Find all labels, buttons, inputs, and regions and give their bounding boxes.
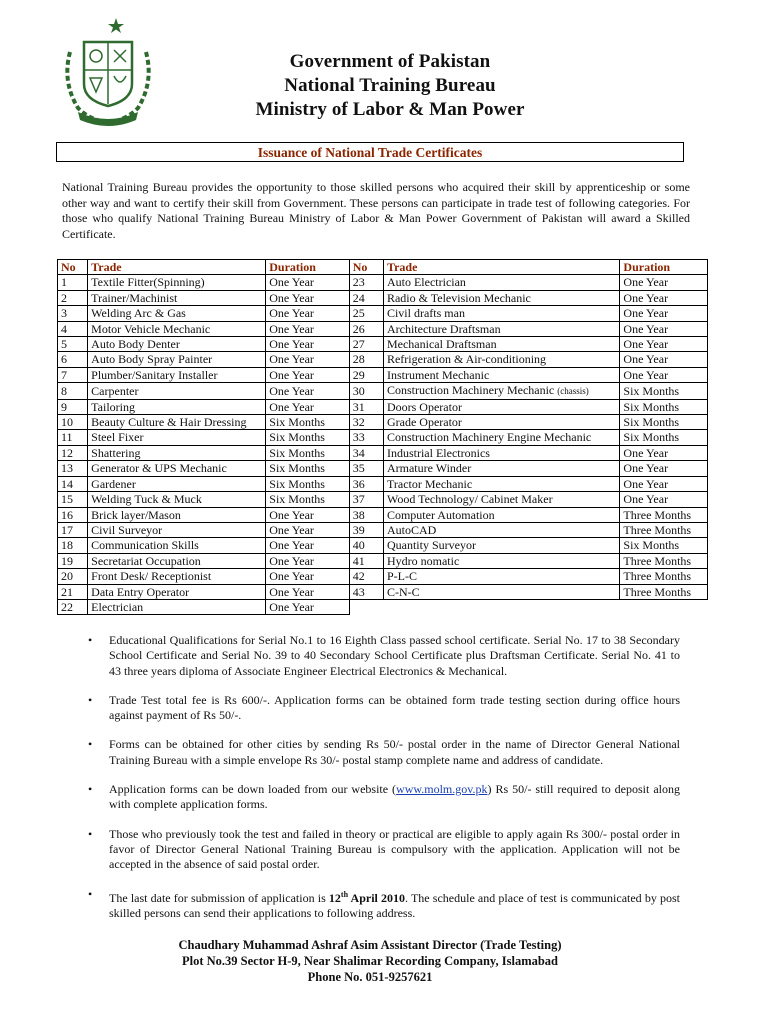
trade-name: Doors Operator [383,399,619,414]
trade-name: Mechanical Draftsman [383,337,619,352]
trade-name: Gardener [88,476,266,491]
table-row [58,275,708,290]
trade-name: Tailoring [88,399,266,414]
trade-name-text: Construction Machinery Mechanic [386,383,555,398]
trade-name: Electrician [88,599,266,614]
bullet-icon: • [88,737,93,752]
serial-no: 23 [349,275,383,290]
trade-duration: One Year [266,599,350,614]
trade-duration: One Year [266,275,350,290]
serial-no: 34 [349,445,383,460]
serial-no: 39 [349,522,383,537]
table-row [58,599,708,614]
serial-no: 16 [58,507,88,522]
trade-duration: One Year [266,522,350,537]
trade-name: Tractor Mechanic [383,476,619,491]
trade-name: Data Entry Operator [88,584,266,599]
trade-duration: One Year [266,507,350,522]
trade-duration: One Year [620,306,708,321]
serial-no: 11 [58,430,88,445]
serial-no: 6 [58,352,88,367]
trade-duration: One Year [266,290,350,305]
trade-duration: Six Months [266,476,350,491]
trade-name: Brick layer/Mason [88,507,266,522]
document-header [190,50,590,122]
trade-duration: One Year [266,337,350,352]
trade-duration: Six Months [620,415,708,430]
serial-no: 26 [349,321,383,336]
table-row [58,507,708,522]
table-row [58,476,708,491]
serial-no: 27 [349,337,383,352]
address-block [150,937,590,985]
table-row [58,367,708,382]
address-contact: Chaudhary Muhammad Ashraf Asim Assistant Director (Trade Testing) [178,938,562,952]
trade-name: Welding Arc & Gas [88,306,266,321]
trade-name: C-N-C [383,584,619,599]
trade-duration: One Year [620,275,708,290]
serial-no: 13 [58,461,88,476]
trade-name: Textile Fitter(Spinning) [88,275,266,290]
trade-duration: Three Months [620,522,708,537]
pakistan-emblem-icon [56,12,160,128]
trade-duration: One Year [620,445,708,460]
trade-duration: One Year [620,492,708,507]
note-text: Trade Test total fee is Rs 600/-. Application forms can be obtained form trade testing section during office hours against payment of Rs 50/-. [109,692,680,723]
serial-no: 28 [349,352,383,367]
trade-name: Shattering [88,445,266,460]
trade-name: Grade Operator [383,415,619,430]
serial-no: 31 [349,399,383,414]
serial-no: 41 [349,553,383,568]
trade-name: Refrigeration & Air-conditioning [383,352,619,367]
header-duration: Duration [266,260,350,275]
trade-duration: One Year [266,383,350,399]
table-row [58,306,708,321]
serial-no: 19 [58,553,88,568]
trade-name: Armature Winder [383,461,619,476]
serial-no: 22 [58,599,88,614]
trade-name: Industrial Electronics [383,445,619,460]
serial-no: 38 [349,507,383,522]
note-text: . The schedule and place of test is communicated by post skilled persons can send their applications to following address. [109,890,681,920]
trade-duration: Six Months [620,430,708,445]
trade-name: Generator & UPS Mechanic [88,461,266,476]
trade-duration: Six Months [266,492,350,507]
note-qualifications [88,633,680,679]
trade-duration: One Year [266,538,350,553]
trades-table [57,259,708,615]
trade-duration: One Year [266,306,350,321]
table-row [58,522,708,537]
trade-duration: One Year [620,461,708,476]
trade-duration: One Year [620,367,708,382]
trade-name: Civil drafts man [383,306,619,321]
table-row [58,492,708,507]
trade-name: Welding Tuck & Muck [88,492,266,507]
header-no: No [58,260,88,275]
serial-no: 24 [349,290,383,305]
serial-no: 5 [58,337,88,352]
trade-duration: One Year [620,321,708,336]
trade-duration: Three Months [620,553,708,568]
trade-duration: Six Months [266,445,350,460]
trade-name: Instrument Mechanic [383,367,619,382]
serial-no: 14 [58,476,88,491]
serial-no: 8 [58,383,88,399]
header-ministry: Ministry of Labor & Man Power [255,99,525,120]
table-row [58,337,708,352]
trade-name: Auto Electrician [383,275,619,290]
trade-duration: Three Months [620,584,708,599]
serial-no: 36 [349,476,383,491]
trade-name: Radio & Television Mechanic [383,290,619,305]
serial-no: 42 [349,569,383,584]
serial-no: 7 [58,367,88,382]
table-row [58,352,708,367]
serial-no: 33 [349,430,383,445]
last-date [329,891,405,905]
serial-no: 21 [58,584,88,599]
serial-no: 32 [349,415,383,430]
serial-no: 4 [58,321,88,336]
serial-no: 37 [349,492,383,507]
table-row [58,399,708,414]
empty-cell [620,599,708,614]
empty-cell [349,599,383,614]
bullet-icon: • [88,782,93,797]
table-row [58,445,708,460]
trade-duration: One Year [266,584,350,599]
trade-duration: One Year [620,290,708,305]
note-text: Application forms can be down loaded from our website ( [109,782,397,797]
address-plot: Plot No.39 Sector H-9, Near Shalimar Recording Company, Islamabad [181,954,559,968]
trade-duration: One Year [620,337,708,352]
serial-no: 25 [349,306,383,321]
serial-no: 35 [349,461,383,476]
note-postal-forms [88,737,680,768]
table-row [58,430,708,445]
trade-name: Quantity Surveyor [383,538,619,553]
header-government: Government of Pakistan [289,51,491,72]
trade-duration: Six Months [620,399,708,414]
trade-name: Computer Automation [383,507,619,522]
header-bureau: National Training Bureau [284,75,496,96]
trade-name: Steel Fixer [88,430,266,445]
last-date-month: April 2010 [348,890,406,905]
trade-duration: One Year [620,352,708,367]
table-header-row [58,260,708,275]
trade-name: Civil Surveyor [88,522,266,537]
trade-name: P-L-C [383,569,619,584]
trade-duration: Six Months [266,430,350,445]
serial-no: 17 [58,522,88,537]
trade-duration: Three Months [620,569,708,584]
trade-name: Communication Skills [88,538,266,553]
notes-list [88,633,680,935]
trade-duration: Three Months [620,507,708,522]
header-trade: Trade [383,260,619,275]
serial-no: 40 [349,538,383,553]
bullet-icon: • [88,886,93,901]
trade-duration: One Year [266,367,350,382]
table-row [58,321,708,336]
trade-duration: One Year [266,352,350,367]
table-row [58,538,708,553]
trade-name: Front Desk/ Receptionist [88,569,266,584]
trade-name: Trainer/Machinist [88,290,266,305]
serial-no: 15 [58,492,88,507]
note-text: ) Rs 50/- still required to deposit along with complete application forms. [109,782,680,812]
trade-name: Auto Body Spray Painter [88,352,266,367]
bullet-icon: • [88,826,93,841]
serial-no: 1 [58,275,88,290]
bullet-icon: • [88,692,93,707]
table-row [58,290,708,305]
serial-no: 29 [349,367,383,382]
trade-note: (chassis) [557,386,589,397]
note-text: The last date for submission of application is [109,890,329,905]
serial-no: 10 [58,415,88,430]
trade-duration: One Year [266,553,350,568]
note-retake [88,827,680,873]
note-download [88,782,680,813]
intro-paragraph: National Training Bureau provides the opportunity to those skilled persons who acquired their skill by apprenticeship or some other way and want to certify their skill from Government. These persons can participate in trade test of following categories. For those who qualify National Training Bureau Ministry of Labor & Man Power Government of Pakistan will award a Skilled Certificate. [62,180,690,241]
trade-duration: Six Months [620,538,708,553]
bullet-icon: • [88,633,93,647]
trade-duration: Six Months [266,461,350,476]
trade-duration: One Year [266,569,350,584]
trade-name: AutoCAD [383,522,619,537]
note-text: Forms can be obtained for other cities by sending Rs 50/- postal order in the name of Director General National Training Bureau with a simple envelope Rs 30/- postal stamp complete name and address of candidate. [109,737,680,767]
serial-no: 3 [58,306,88,321]
trade-name: Auto Body Denter [88,337,266,352]
note-fee [88,693,680,724]
trade-name: Construction Machinery Engine Mechanic [383,430,619,445]
serial-no: 30 [349,383,383,399]
trade-duration: Six Months [620,383,708,399]
table-row [58,569,708,584]
website-link[interactable]: www.molm.gov.pk [396,782,488,797]
serial-no: 43 [349,584,383,599]
table-row [58,461,708,476]
trade-duration: One Year [266,399,350,414]
note-last-date [88,887,680,922]
note-text: Those who previously took the test and failed in theory or practical are eligible to apply again Rs 300/- postal order in favor of Director General National Training Bureau is compulsory with the application. Application will not be accepted in the absence of said postal order. [109,826,680,872]
trade-name: Motor Vehicle Mechanic [88,321,266,336]
trade-duration: One Year [266,321,350,336]
trade-name: Architecture Draftsman [383,321,619,336]
trade-name: Carpenter [88,383,266,399]
trade-name [383,383,619,399]
header-no: No [349,260,383,275]
empty-cell [383,599,619,614]
serial-no: 18 [58,538,88,553]
header-duration: Duration [620,260,708,275]
address-phone: Phone No. 051-9257621 [307,970,433,984]
serial-no: 20 [58,569,88,584]
header-trade: Trade [88,260,266,275]
serial-no: 2 [58,290,88,305]
last-date-day: 12 [328,890,341,905]
trade-duration: One Year [620,476,708,491]
table-row [58,383,708,399]
serial-no: 12 [58,445,88,460]
table-row [58,415,708,430]
trade-name: Hydro nomatic [383,553,619,568]
serial-no: 9 [58,399,88,414]
page-title: Issuance of National Trade Certificates [56,142,684,162]
table-row [58,584,708,599]
trade-name: Beauty Culture & Hair Dressing [88,415,266,430]
trade-name: Secretariat Occupation [88,553,266,568]
trade-name: Wood Technology/ Cabinet Maker [383,492,619,507]
table-row [58,553,708,568]
note-text: Educational Qualifications for Serial No.1 to 16 Eighth Class passed school certificate. Serial No. 17 to 38 Secondary School Certificate and Serial No. 39 to 40 Secondary School Certificate plus Draftsman Certificate. Serial No. 41 to 43 three years diploma of Associate Engineer Electrical Electronics & Mechanical. [109,633,680,678]
trade-name: Plumber/Sanitary Installer [88,367,266,382]
trade-duration: Six Months [266,415,350,430]
last-date-suffix: th [340,889,349,899]
